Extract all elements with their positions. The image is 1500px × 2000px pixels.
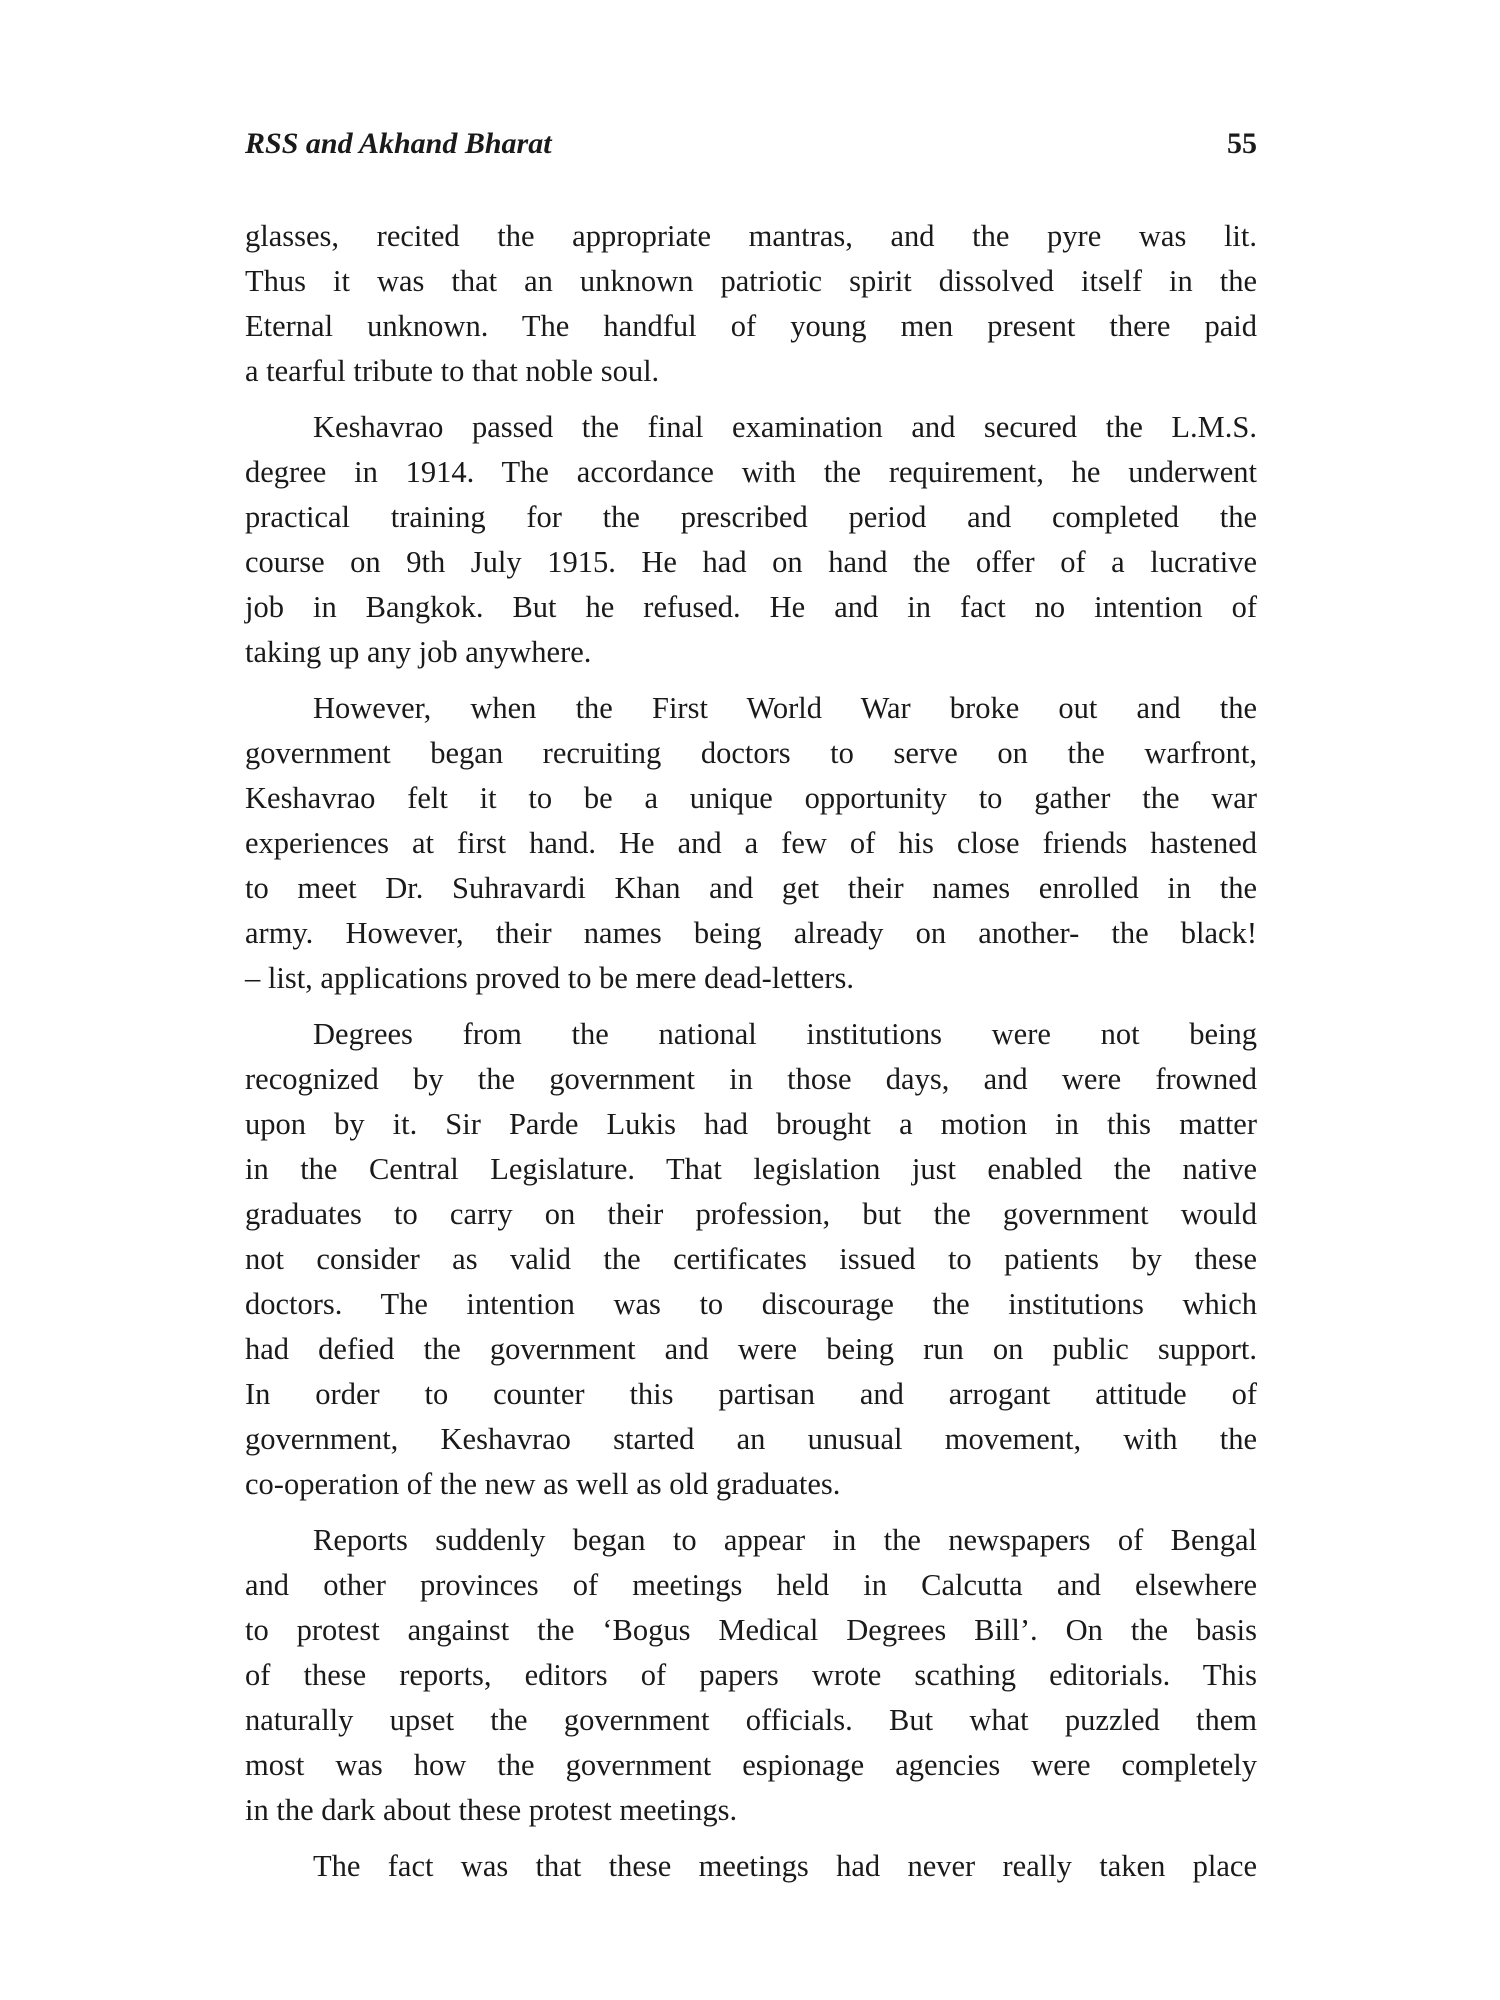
text-line: In order to counter this partisan and arrogant attitude of bbox=[245, 1377, 1257, 1411]
text-line: government, Keshavrao started an unusual movement, with the bbox=[245, 1422, 1257, 1456]
running-title: RSS and Akhand Bharat bbox=[245, 127, 552, 160]
text-line: experiences at first hand. He and a few of his close friends hastened bbox=[245, 826, 1257, 860]
text-line: Keshavrao felt it to be a unique opportunity to gather the war bbox=[245, 781, 1257, 815]
text-line: Degrees from the national institutions were not being bbox=[313, 1017, 1257, 1051]
text-line: Reports suddenly began to appear in the newspapers of Bengal bbox=[313, 1523, 1257, 1557]
text-line: in the Central Legislature. That legislation just enabled the native bbox=[245, 1152, 1257, 1186]
text-line: Eternal unknown. The handful of young men present there paid bbox=[245, 309, 1257, 343]
text-line: Thus it was that an unknown patriotic spirit dissolved itself in the bbox=[245, 264, 1257, 298]
text-line: glasses, recited the appropriate mantras, and the pyre was lit. bbox=[245, 219, 1257, 253]
text-line: had defied the government and were being run on public support. bbox=[245, 1332, 1257, 1366]
text-line: – list, applications proved to be mere dead-letters. bbox=[245, 961, 854, 995]
paragraph-3 bbox=[245, 686, 1257, 1001]
running-header bbox=[245, 127, 1257, 167]
text-line: to protest angainst the ‘Bogus Medical Degrees Bill’. On the basis bbox=[245, 1613, 1257, 1647]
text-line: most was how the government espionage agencies were completely bbox=[245, 1748, 1257, 1782]
text-line: co-operation of the new as well as old graduates. bbox=[245, 1467, 841, 1501]
text-line: not consider as valid the certificates issued to patients by these bbox=[245, 1242, 1257, 1276]
paragraph-6 bbox=[245, 1844, 1257, 1889]
paragraph-4 bbox=[245, 1012, 1257, 1507]
text-line: a tearful tribute to that noble soul. bbox=[245, 354, 660, 388]
paragraph-2 bbox=[245, 405, 1257, 675]
text-line: army. However, their names being already on another- the black! bbox=[245, 916, 1257, 950]
text-line: practical training for the prescribed period and completed the bbox=[245, 500, 1257, 534]
paragraph-5 bbox=[245, 1518, 1257, 1833]
text-line: doctors. The intention was to discourage the institutions which bbox=[245, 1287, 1257, 1321]
text-line: government began recruiting doctors to serve on the warfront, bbox=[245, 736, 1257, 770]
text-line: to meet Dr. Suhravardi Khan and get their names enrolled in the bbox=[245, 871, 1257, 905]
text-line: naturally upset the government officials. But what puzzled them bbox=[245, 1703, 1257, 1737]
text-line: taking up any job anywhere. bbox=[245, 635, 592, 669]
text-line: of these reports, editors of papers wrote scathing editorials. This bbox=[245, 1658, 1257, 1692]
text-line: recognized by the government in those days, and were frowned bbox=[245, 1062, 1257, 1096]
paragraph-1 bbox=[245, 214, 1257, 394]
text-line: However, when the First World War broke out and the bbox=[313, 691, 1257, 725]
body-text bbox=[245, 214, 1257, 1900]
text-line: and other provinces of meetings held in Calcutta and elsewhere bbox=[245, 1568, 1257, 1602]
text-line: job in Bangkok. But he refused. He and in fact no intention of bbox=[245, 590, 1257, 624]
text-line: degree in 1914. The accordance with the requirement, he underwent bbox=[245, 455, 1257, 489]
text-line: graduates to carry on their profession, but the government would bbox=[245, 1197, 1257, 1231]
text-line: Keshavrao passed the final examination and secured the L.M.S. bbox=[313, 410, 1257, 444]
text-line: in the dark about these protest meetings. bbox=[245, 1793, 738, 1827]
text-line: upon by it. Sir Parde Lukis had brought a motion in this matter bbox=[245, 1107, 1257, 1141]
page-number: 55 bbox=[1227, 127, 1257, 160]
text-line: course on 9th July 1915. He had on hand the offer of a lucrative bbox=[245, 545, 1257, 579]
text-line: The fact was that these meetings had never really taken place bbox=[313, 1849, 1257, 1883]
